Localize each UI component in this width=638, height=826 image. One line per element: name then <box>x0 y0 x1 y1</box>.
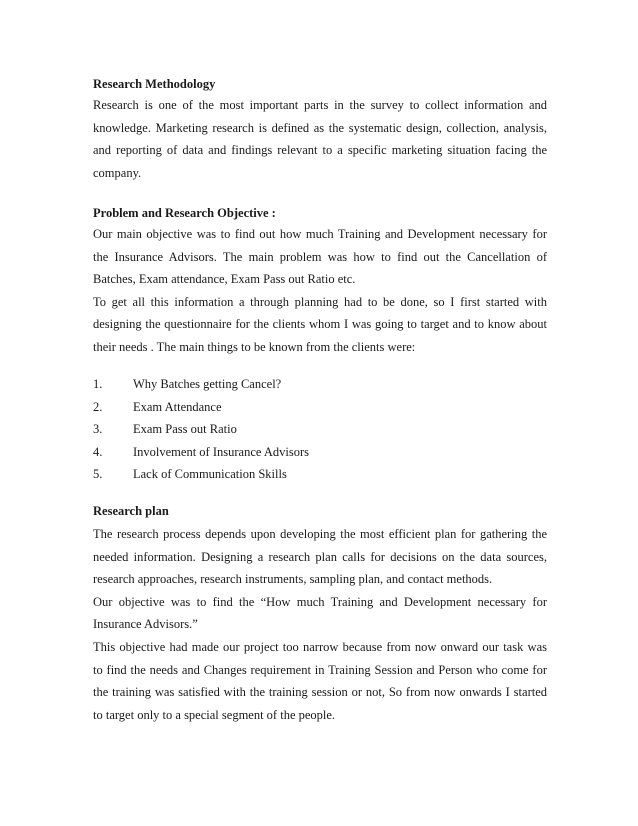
list-number: 3. <box>93 422 103 437</box>
text-line: knowledge. Marketing research is defined as the systematic design, collection, analysis, <box>93 120 547 135</box>
list-number: 5. <box>93 467 103 482</box>
text-line: Insurance Advisors.” <box>93 617 198 632</box>
heading-research-plan: Research plan <box>93 504 169 518</box>
list-item <box>93 441 547 464</box>
text-line: their needs . The main things to be known from the clients were: <box>93 339 416 354</box>
text-line: and reporting of data and findings relevant to a specific marketing situation facing the <box>93 143 547 158</box>
text-line: To get all this information a through planning had to be done, so I first started with <box>93 294 547 309</box>
heading-research-methodology: Research Methodology <box>93 77 216 91</box>
heading-problem-objective: Problem and Research Objective : <box>93 206 276 220</box>
list-item <box>93 418 547 441</box>
list-text: Lack of Communication Skills <box>133 467 287 482</box>
text-line: needed information. Designing a research plan calls for decisions on the data sources, <box>93 549 547 564</box>
text-line: company. <box>93 165 142 180</box>
list-number: 4. <box>93 444 103 459</box>
list-text: Exam Pass out Ratio <box>133 422 237 437</box>
text-line: Research is one of the most important parts in the survey to collect information and <box>93 98 547 112</box>
text-line: This objective had made our project too narrow because from now onward our task was <box>93 639 547 654</box>
text-line: designing the questionnaire for the clients whom I was going to target and to know about <box>93 317 547 332</box>
list-item <box>93 396 547 419</box>
list-number: 2. <box>93 399 103 414</box>
list-text: Exam Attendance <box>133 399 222 414</box>
list-item <box>93 373 547 396</box>
text-line: the Insurance Advisors. The main problem was how to find out the Cancellation of <box>93 249 547 264</box>
list-number: 1. <box>93 377 103 391</box>
text-line: Our main objective was to find out how much Training and Development necessary for <box>93 227 547 241</box>
text-line: The research process depends upon developing the most efficient plan for gathering the <box>93 527 547 541</box>
text-line: to find the needs and Changes requirement in Training Session and Person who come for <box>93 662 547 677</box>
text-line: Batches, Exam attendance, Exam Pass out Ratio etc. <box>93 272 356 287</box>
paragraph-problem-objective <box>93 223 547 359</box>
document-page <box>93 0 547 826</box>
list-text: Involvement of Insurance Advisors <box>133 444 310 459</box>
list-text: Why Batches getting Cancel? <box>133 377 282 391</box>
paragraph-research-plan <box>93 523 547 726</box>
text-line: the training was satisfied with the training session or not, So from now onwards I started <box>93 685 547 700</box>
paragraph-research-methodology <box>93 94 547 184</box>
objective-list <box>93 373 547 486</box>
text-line: research approaches, research instruments, sampling plan, and contact methods. <box>93 572 493 587</box>
text-line: to target only to a special segment of the people. <box>93 707 336 722</box>
list-item <box>93 463 547 486</box>
text-line: Our objective was to find the “How much Training and Development necessary for <box>93 594 547 609</box>
